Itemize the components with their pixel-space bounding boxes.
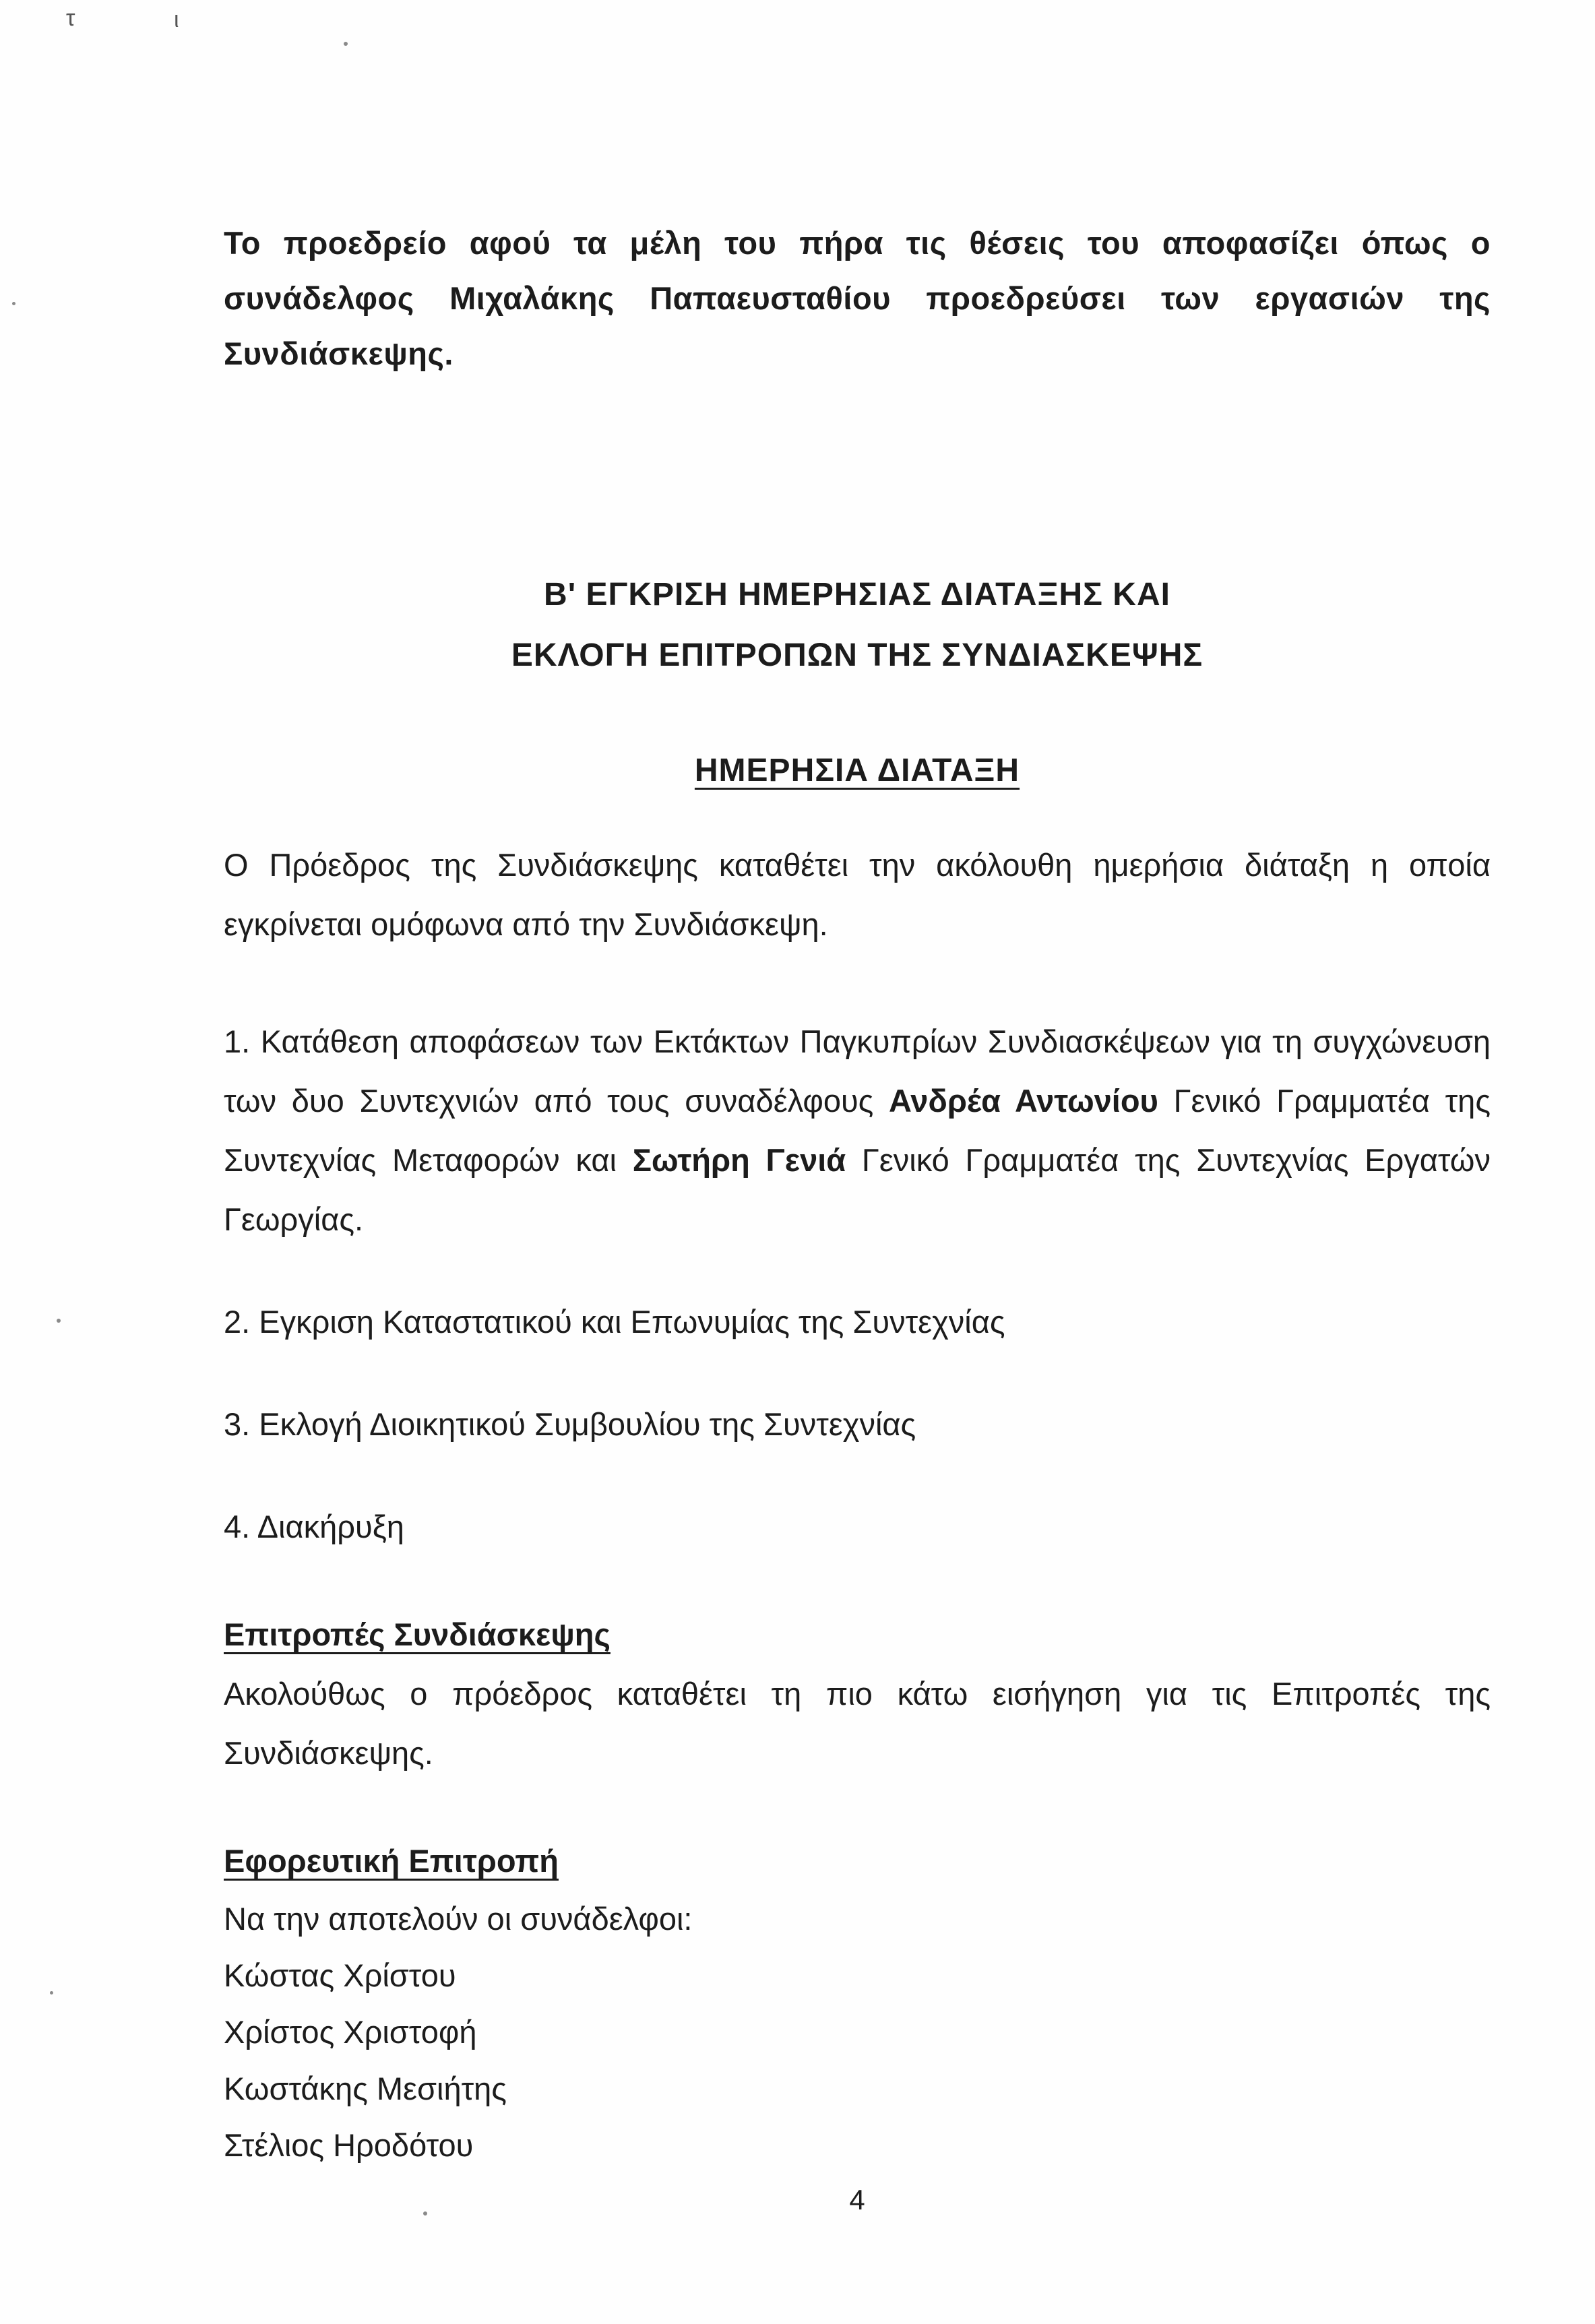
scan-artifact-mark: ι: [174, 7, 179, 32]
agenda-item-3: 3. Εκλογή Διοικητικού Συμβουλίου της Συντεχνίας: [224, 1406, 916, 1442]
agenda-item-1-text: Γενικό Γραμματέα της Συντεχνίας Εργατών Γεωργίας.: [224, 1142, 1491, 1237]
member-name: Χρίστος Χριστοφή: [224, 2014, 477, 2050]
agenda-intro-paragraph: Ο Πρόεδρος της Συνδιάσκεψης καταθέτει την ακόλουθη ημερήσια διάταξη η οποία εγκρίνεται ομόφωνα από την Συνδιάσκεψη.: [224, 847, 1491, 942]
member-name: Κωστάκης Μεσιήτης: [224, 2071, 507, 2106]
electoral-committee-heading: [224, 1831, 1491, 1891]
section-b-heading: [224, 565, 1491, 686]
committees-heading-text: Επιτροπές Συνδιάσκεψης: [224, 1616, 611, 1652]
electoral-committee-members: [224, 1947, 1491, 2174]
agenda-item-1-name-1: Ανδρέα Αντωνίου: [889, 1083, 1158, 1119]
member-name: Στέλιος Ηροδότου: [224, 2127, 474, 2163]
section-b-heading-line2: ΕΚΛΟΓΗ ΕΠΙΤΡΟΠΩΝ ΤΗΣ ΣΥΝΔΙΑΣΚΕΨΗΣ: [511, 637, 1203, 673]
agenda-item-1-text: 1. Κατάθεση αποφάσεων των Εκτάκτων Παγκυπρίων Συνδιασκέψεων για τη συγχώνευση των δυο Συντεχνιών από τους συναδέλφους: [224, 1024, 1491, 1119]
member-name: Κώστας Χρίστου: [224, 1957, 456, 1993]
agenda-heading-text: ΗΜΕΡΗΣΙΑ ΔΙΑΤΑΞΗ: [694, 753, 1020, 788]
intro-paragraph: Το προεδρείο αφού τα μέλη του πήρα τις θέσεις του αποφασίζει όπως ο συνάδελφος Μιχαλάκης Παπαευσταθίου προεδρεύσει των εργασιών της Συνδιάσκεψης.: [224, 225, 1491, 371]
scan-artifact-mark: τ: [66, 5, 75, 31]
agenda-heading: [224, 741, 1491, 800]
section-b-heading-line1: Β' ΕΓΚΡΙΣΗ ΗΜΕΡΗΣΙΑΣ ΔΙΑΤΑΞΗΣ ΚΑΙ: [544, 577, 1170, 613]
agenda-item-4: 4. Διακήρυξη: [224, 1509, 404, 1544]
committees-heading: [224, 1605, 1491, 1664]
agenda-item-1-name-2: Σωτήρη Γενιά: [632, 1142, 846, 1178]
agenda-item-1: [224, 1012, 1491, 1249]
agenda-item-1-text: Γενικό Γραμματέα της Συντεχνίας Μεταφορών και: [224, 1083, 1491, 1178]
committees-intro-paragraph: Ακολούθως ο πρόεδρος καταθέτει τη πιο κάτω εισήγηση για τις Επιτροπές της Συνδιάσκεψης.: [224, 1676, 1491, 1771]
page-number: 4: [849, 2184, 865, 2216]
electoral-committee-heading-text: Εφορευτική Επιτροπή: [224, 1843, 559, 1879]
agenda-item-2: 2. Εγκριση Καταστατικού και Επωνυμίας της Συντεχνίας: [224, 1304, 1005, 1340]
electoral-committee-intro: Να την αποτελούν οι συνάδελφοι:: [224, 1901, 693, 1937]
